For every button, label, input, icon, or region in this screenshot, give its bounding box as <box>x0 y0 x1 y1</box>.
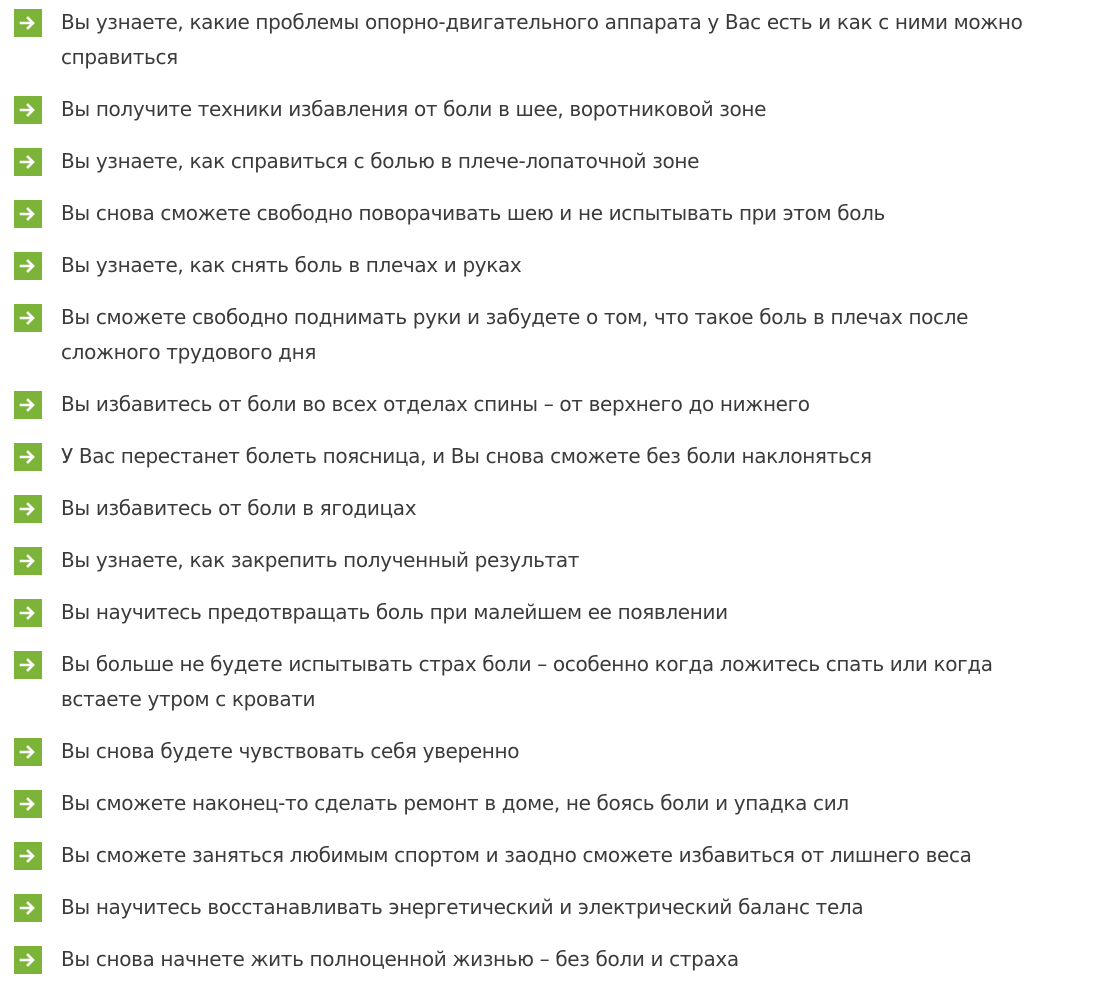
list-item-text: Вы снова начнете жить полноценной жизнью – без боли и страха <box>61 947 739 971</box>
list-item-text: Вы снова сможете свободно поворачивать шею и не испытывать при этом боль <box>61 201 885 225</box>
list-item-text: Вы снова будете чувствовать себя уверенно <box>61 739 520 763</box>
arrow-right-icon <box>14 200 42 228</box>
arrow-right-icon <box>14 304 42 332</box>
list-item-text: Вы узнаете, как снять боль в плечах и руках <box>61 253 522 277</box>
list-item-text: Вы научитесь восстанавливать энергетический и электрический баланс тела <box>61 895 864 919</box>
list-item-text: Вы избавитесь от боли в ягодицах <box>61 496 417 520</box>
arrow-right-icon <box>14 391 42 419</box>
list-item-text: Вы больше не будете испытывать страх боли – особенно когда ложитесь спать или когда <box>61 652 993 676</box>
list-item <box>0 942 1111 977</box>
list-item <box>0 5 1111 75</box>
arrow-right-icon <box>14 96 42 124</box>
arrow-right-icon <box>14 842 42 870</box>
list-item <box>0 92 1111 127</box>
list-item <box>0 196 1111 231</box>
list-item <box>0 248 1111 283</box>
list-item <box>0 890 1111 925</box>
list-item <box>0 144 1111 179</box>
list-item <box>0 543 1111 578</box>
arrow-right-icon <box>14 443 42 471</box>
arrow-right-icon <box>14 790 42 818</box>
list-item <box>0 734 1111 769</box>
arrow-right-icon <box>14 148 42 176</box>
arrow-right-icon <box>14 651 42 679</box>
list-item <box>0 439 1111 474</box>
arrow-right-icon <box>14 547 42 575</box>
arrow-right-icon <box>14 946 42 974</box>
arrow-right-icon <box>14 9 42 37</box>
list-item-text: встаете утром с кровати <box>61 687 316 711</box>
arrow-right-icon <box>14 894 42 922</box>
list-item-text: Вы сможете свободно поднимать руки и забудете о том, что такое боль в плечах после <box>61 305 969 329</box>
list-item <box>0 786 1111 821</box>
list-item <box>0 387 1111 422</box>
list-item-text: Вы научитесь предотвращать боль при малейшем ее появлении <box>61 600 728 624</box>
list-item-text: сложного трудового дня <box>61 340 317 364</box>
list-item <box>0 595 1111 630</box>
list-item-text: Вы узнаете, как закрепить полученный результат <box>61 548 580 572</box>
list-item-text: Вы узнаете, какие проблемы опорно-двигательного аппарата у Вас есть и как с ними можно <box>61 10 1023 34</box>
arrow-right-icon <box>14 738 42 766</box>
list-item-text: Вы узнаете, как справиться с болью в плече-лопаточной зоне <box>61 149 700 173</box>
list-item <box>0 838 1111 873</box>
list-item-text: Вы избавитесь от боли во всех отделах спины – от верхнего до нижнего <box>61 392 810 416</box>
list-item <box>0 647 1111 717</box>
list-item-text: У Вас перестанет болеть поясница, и Вы снова сможете без боли наклоняться <box>61 444 872 468</box>
arrow-right-icon <box>14 252 42 280</box>
list-item-text: Вы сможете заняться любимым спортом и заодно сможете избавиться от лишнего веса <box>61 843 972 867</box>
list-item-text: Вы сможете наконец-то сделать ремонт в доме, не боясь боли и упадка сил <box>61 791 849 815</box>
list-item-text: справиться <box>61 45 178 69</box>
list-item-text: Вы получите техники избавления от боли в шее, воротниковой зоне <box>61 97 767 121</box>
list-item <box>0 300 1111 370</box>
arrow-right-icon <box>14 599 42 627</box>
list-item <box>0 491 1111 526</box>
arrow-right-icon <box>14 495 42 523</box>
